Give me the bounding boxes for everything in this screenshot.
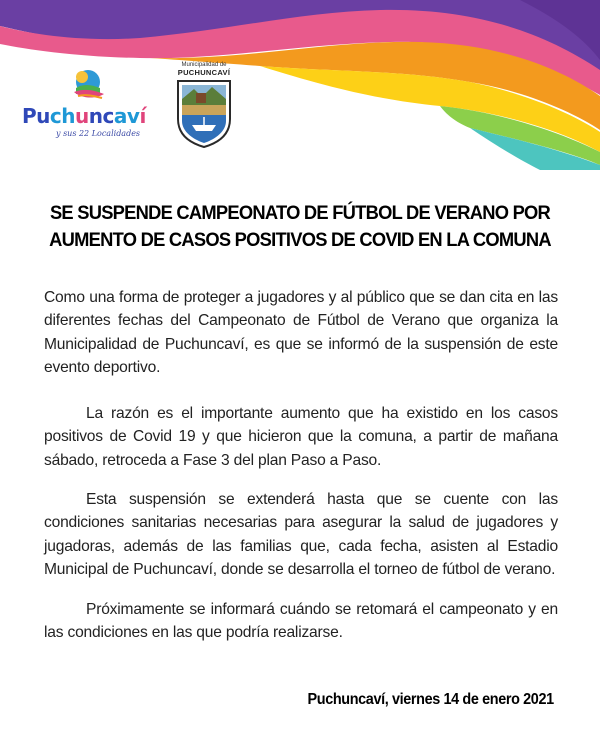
puchuncavi-brand-logo [18,66,158,146]
page-title: SE SUSPENDE CAMPEONATO DE FÚTBOL DE VERANO POR AUMENTO DE CASOS POSITIVOS DE COVID EN LA COMUNA [49,202,551,251]
brand-name: Puchuncaví [22,104,146,128]
crest-label-small: Municipalidad de [181,62,227,68]
crest-label-main: PUCHUNCAVÍ [177,68,231,77]
municipality-crest-logo [168,62,240,148]
brand-tagline: y sus 22 Localidades [56,129,141,138]
body-paragraph: Próximamente se informará cuándo se retomará el campeonato y en las condiciones en las que podría realizarse. [44,601,558,642]
body-paragraph: Esta suspensión se extenderá hasta que se cuente con las condiciones sanitarias necesarias para asegurar la salud de jugadores y jugadoras, además de las familias que, cada fecha, asisten al Estadio Municipal de Puchuncaví, donde se desarrolla el torneo de fútbol de verano. [44,491,558,579]
crest-shield-icon [168,77,240,149]
body-paragraph: La razón es el importante aumento que ha existido en los casos positivos de Covid 19 y que hicieron que la comuna, a partir de mañana sábado, retroceda a Fase 3 del plan Paso a Paso. [44,405,558,469]
body-paragraph: Como una forma de proteger a jugadores y al público que se dan cita en las diferentes fechas del Campeonato de Fútbol de Verano que organiza la Municipalidad de Puchuncaví, es que se informó de la suspensión de este evento deportivo. [44,289,558,377]
landscape-icon [18,66,158,106]
place-date-signature: Puchuncaví, viernes 14 de enero 2021 [307,691,554,708]
